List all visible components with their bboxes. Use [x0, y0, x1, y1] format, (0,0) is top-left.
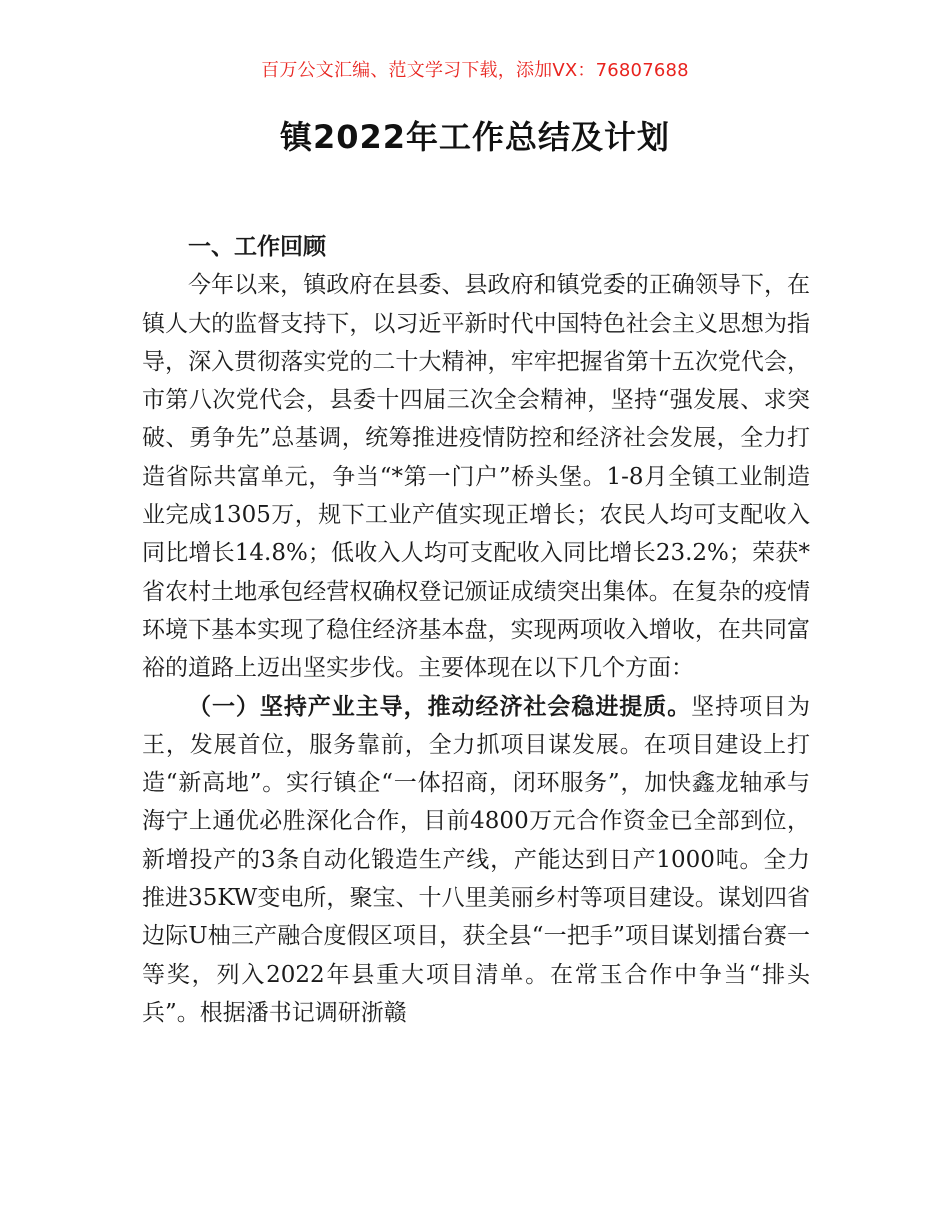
- subsection-text: 坚持项目为王，发展首位，服务靠前，全力抓项目谋发展。在项目建设上打造“新高地”。实行镇企“一体招商，闭环服务”，加快鑫龙轴承与海宁上通优必胜深化合作，目前4800万元合作资金已全部到位，新增投产的3条自动化锻造生产线，产能达到日产1000吨。全力推进35KW变电所，聚宝、十八里美丽乡村等项目建设。谋划四省边际U柚三产融合度假区项目，获全县“一把手”项目谋划擂台赛一等奖，列入2022年县重大项目清单。在常玉合作中争当“排头兵”。根据潘书记调研浙赣: [142, 693, 811, 1026]
- paragraph: 今年以来，镇政府在县委、县政府和镇党委的正确领导下，在镇人大的监督支持下，以习近平新时代中国特色社会主义思想为指导，深入贯彻落实党的二十大精神，牢牢把握省第十五次党代会，市第八次党代会，县委十四届三次全会精神，坚持“强发展、求突破、勇争先”总基调，统筹推进疫情防控和经济社会发展，全力打造省际共富单元，争当“*第一门户”桥头堡。1-8月全镇工业制造业完成1305万，规下工业产值实现正增长；农民人均可支配收入同比增长14.8%；低收入人均可支配收入同比增长23.2%；荣获*省农村土地承包经营权确权登记颁证成绩突出集体。在复杂的疫情环境下基本实现了稳住经济基本盘，实现两项收入增收，在共同富裕的道路上迈出坚实步伐。主要体现在以下几个方面：: [142, 272, 810, 682]
- document-body: [142, 228, 810, 1032]
- section-heading-text: 一、工作回顾: [188, 234, 326, 260]
- document-title: 镇2022年工作总结及计划: [279, 118, 671, 156]
- paragraph: [142, 688, 810, 1033]
- subsection-lead: （一）坚持产业主导，推动经济社会稳进提质。: [188, 693, 692, 720]
- watermark-text: 百万公文汇编、范文学习下载，添加VX：76807688: [261, 60, 689, 81]
- section-heading: [142, 228, 810, 266]
